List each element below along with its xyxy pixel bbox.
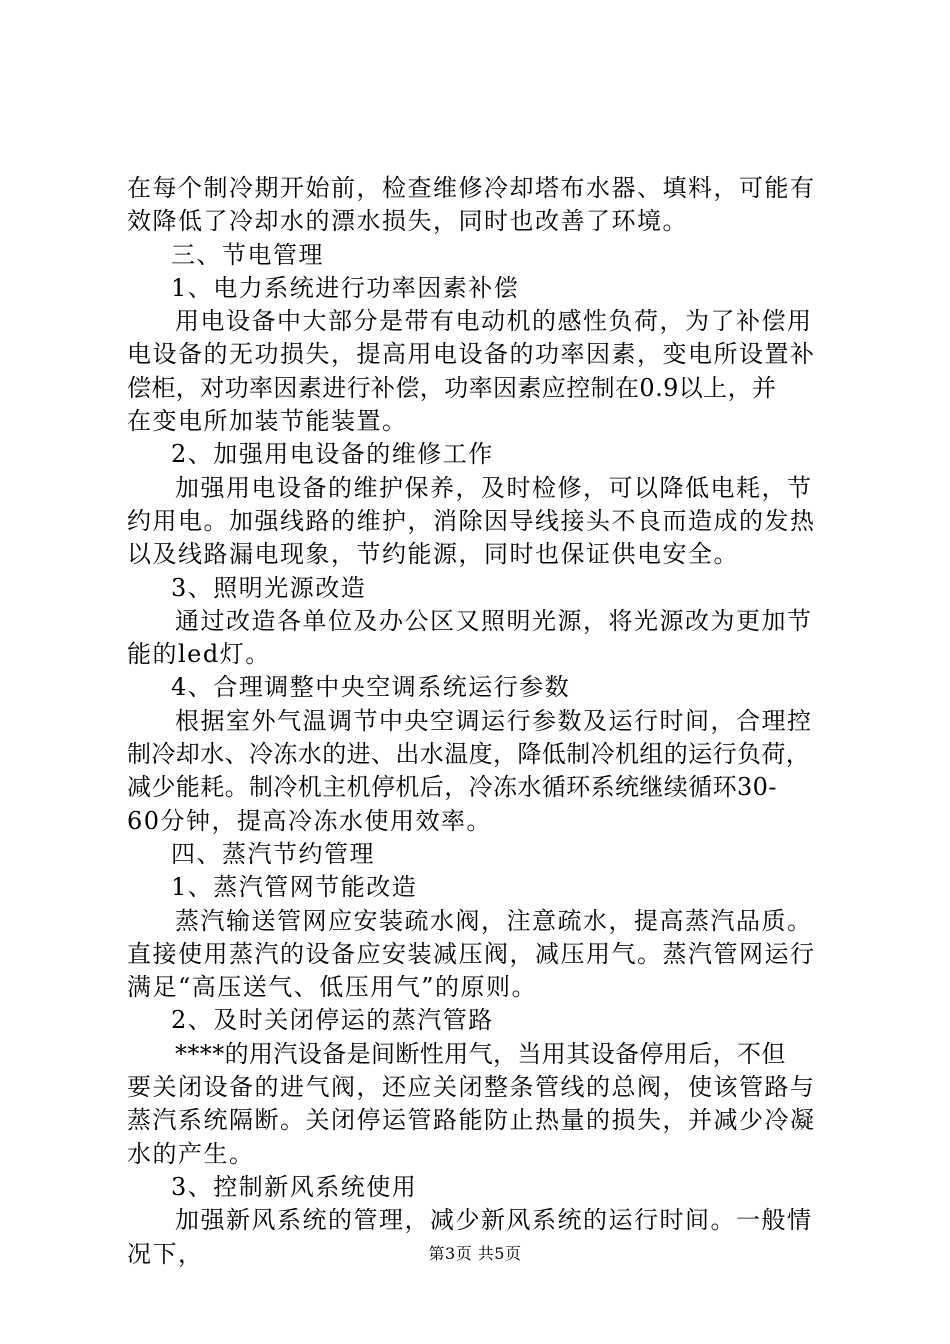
text-line: 要关闭设备的进气阀，还应关闭整条管线的总阀，使该管路与	[127, 1073, 816, 1102]
text-line: 效降低了冷却水的漂水损失，同时也改善了环境。	[127, 207, 688, 236]
text-line: 偿柜，对功率因素进行补偿，功率因素应控制在0.9以上，并	[127, 373, 777, 402]
text-line: 加强用电设备的维护保养，及时检修，可以降低电耗，节	[175, 473, 813, 502]
subsection-heading: 1、电力系统进行功率因素补偿	[171, 273, 520, 302]
text-line: 制冷却水、冷冻水的进、出水温度，降低制冷机组的运行负荷，	[127, 740, 811, 769]
section-heading: 三、节电管理	[171, 240, 324, 269]
text-line: 能的led灯。	[127, 640, 271, 669]
subsection-heading: 2、及时关闭停运的蒸汽管路	[171, 1006, 494, 1035]
page-number-footer: 第3页 共5页	[428, 1244, 522, 1263]
text-line: 电设备的无功损失，提高用电设备的功率因素，变电所设置补	[127, 340, 816, 369]
text-line: 在每个制冷期开始前，检查维修冷却塔布水器、填料，可能有	[127, 174, 816, 202]
text-line: 减少能耗。制冷机主机停机后，冷冻水循环系统继续循环30-	[127, 773, 777, 802]
text-line: 通过改造各单位及办公区又照明光源，将光源改为更加节	[175, 606, 813, 635]
text-line: 蒸汽系统隔断。关闭停运管路能防止热量的损失，并减少冷凝	[127, 1106, 816, 1135]
subsection-heading: 3、照明光源改造	[171, 573, 367, 602]
text-line: 在变电所加装节能装置。	[127, 407, 408, 436]
text-line: 60分钟，提高冷冻水使用效率。	[127, 806, 493, 835]
subsection-heading: 4、合理调整中央空调系统运行参数	[171, 673, 571, 702]
text-line: 直接使用蒸汽的设备应安装减压阀，减压用气。蒸汽管网运行	[127, 939, 816, 968]
text-line: 以及线路漏电现象，节约能源，同时也保证供电安全。	[127, 540, 739, 569]
subsection-heading: 1、蒸汽管网节能改造	[171, 873, 418, 902]
text-line: 加强新风系统的管理，减少新风系统的运行时间。一般情	[175, 1206, 813, 1235]
text-line: 水的产生。	[127, 1139, 255, 1168]
text-line: 根据室外气温调节中央空调运行参数及运行时间，合理控	[175, 706, 813, 735]
text-line: 用电设备中大部分是带有电动机的感性负荷，为了补偿用	[175, 307, 813, 336]
body-text	[127, 172, 830, 1271]
text-line: 满足“高压送气、低压用气”的原则。	[127, 973, 538, 1002]
subsection-heading: 2、加强用电设备的维修工作	[171, 440, 494, 469]
section-heading: 四、蒸汽节约管理	[171, 839, 375, 868]
text-line: 况下，	[127, 1239, 204, 1268]
text-line: 蒸汽输送管网应安装疏水阀，注意疏水，提高蒸汽品质。	[175, 906, 813, 935]
subsection-heading: 3、控制新风系统使用	[171, 1172, 418, 1201]
text-line: 约用电。加强线路的维护，消除因导线接头不良而造成的发热	[127, 506, 816, 535]
text-line: ****的用汽设备是间断性用气，当用其设备停用后，不但	[175, 1039, 786, 1068]
